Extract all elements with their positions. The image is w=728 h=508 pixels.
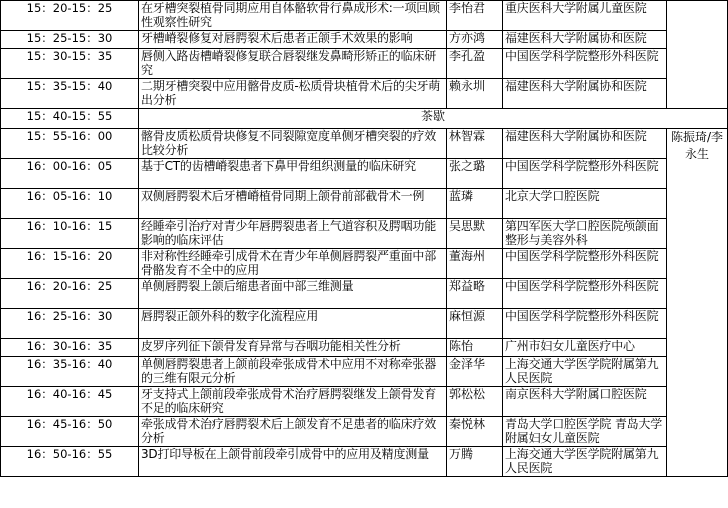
time-slot: 16：40-16：45: [1, 387, 139, 417]
institution: 中国医学科学院整形外科医院: [503, 249, 667, 279]
institution: 上海交通大学医学院附属第九人民医院: [503, 447, 667, 477]
speaker-name: 郑益略: [447, 279, 503, 309]
speaker-name: 陈怡: [447, 339, 503, 357]
speaker-name: 吴思默: [447, 219, 503, 249]
institution: 上海交通大学医学院附属第九人民医院: [503, 357, 667, 387]
time-slot: 15：25-15：30: [1, 31, 139, 49]
institution: 福建医科大学附属协和医院: [503, 129, 667, 159]
speaker-name: 李孔盈: [447, 49, 503, 79]
time-slot: 16：45-16：50: [1, 417, 139, 447]
speaker-name: 郭松松: [447, 387, 503, 417]
table-row: [1, 219, 728, 249]
table-row: [1, 309, 728, 339]
presentation-title: 牵张成骨术治疗唇腭裂术后上颌发育不足患者的临床疗效分析: [139, 417, 447, 447]
speaker-name: 张之璐: [447, 159, 503, 189]
table-row: [1, 249, 728, 279]
institution: 重庆医科大学附属儿童医院: [503, 1, 667, 31]
table-row: [1, 357, 728, 387]
table-row-break: [1, 109, 728, 129]
presentation-title: 牙支持式上颌前段牵张成骨术治疗唇腭裂继发上颌骨发育不足的临床研究: [139, 387, 447, 417]
chair-cell-top: [667, 1, 728, 109]
presentation-title: 在牙槽突裂植骨同期应用自体骼软骨行鼻成形术:一项回顾性观察性研究: [139, 1, 447, 31]
presentation-title: 单侧唇腭裂上颌后缩患者面中部三维测量: [139, 279, 447, 309]
institution: 福建医科大学附属协和医院: [503, 31, 667, 49]
speaker-name: 赖永圳: [447, 79, 503, 109]
time-slot: 15：20-15：25: [1, 1, 139, 31]
time-slot: 15：55-16：00: [1, 129, 139, 159]
time-slot: 16：35-16：40: [1, 357, 139, 387]
session-chair: 陈振琦/李永生: [667, 129, 728, 477]
time-slot: 15：30-15：35: [1, 49, 139, 79]
institution: 福建医科大学附属协和医院: [503, 79, 667, 109]
speaker-name: 董海州: [447, 249, 503, 279]
table-row: [1, 417, 728, 447]
table-row: [1, 79, 728, 109]
speaker-name: 蓝璘: [447, 189, 503, 219]
table-row: [1, 447, 728, 477]
presentation-title: 牙槽嵴裂修复对唇腭裂术后患者正颌手术效果的影响: [139, 31, 447, 49]
time-slot: 16：00-16：05: [1, 159, 139, 189]
speaker-name: 方亦鸿: [447, 31, 503, 49]
table-row: [1, 129, 728, 159]
speaker-name: 万腾: [447, 447, 503, 477]
institution: 青岛大学口腔医学院 青岛大学附属妇女儿童医院: [503, 417, 667, 447]
table-row: [1, 279, 728, 309]
institution: 中国医学科学院整形外科医院: [503, 309, 667, 339]
presentation-title: 基于CT的齿槽嵴裂患者下鼻甲骨组织测量的临床研究: [139, 159, 447, 189]
table-row: [1, 31, 728, 49]
speaker-name: 林智霖: [447, 129, 503, 159]
presentation-title: 单侧唇腭裂患者上颌前段牵张成骨术中应用不对称牵张器的三维有限元分析: [139, 357, 447, 387]
time-slot: 15：40-15：55: [1, 109, 139, 129]
presentation-title: 3D打印导板在上颌骨前段牵引成骨中的应用及精度测量: [139, 447, 447, 477]
institution: 南京医科大学附属口腔医院: [503, 387, 667, 417]
table-row: [1, 387, 728, 417]
time-slot: 16：25-16：30: [1, 309, 139, 339]
time-slot: 15：35-15：40: [1, 79, 139, 109]
table-row: [1, 159, 728, 189]
time-slot: 16：20-16：25: [1, 279, 139, 309]
speaker-name: 金泽华: [447, 357, 503, 387]
institution: 广州市妇女儿童医疗中心: [503, 339, 667, 357]
time-slot: 16：05-16：10: [1, 189, 139, 219]
presentation-title: 唇腭裂正颌外科的数字化流程应用: [139, 309, 447, 339]
institution: 中国医学科学院整形外科医院: [503, 49, 667, 79]
table-row: [1, 49, 728, 79]
institution: 第四军医大学口腔医院颅颌面整形与美容外科: [503, 219, 667, 249]
table-row: [1, 189, 728, 219]
time-slot: 16：10-16：15: [1, 219, 139, 249]
presentation-title: 唇侧入路齿槽嵴裂修复联合唇裂继发鼻畸形矫正的临床研究: [139, 49, 447, 79]
tea-break-label: 茶歇: [139, 109, 728, 129]
institution: 中国医学科学院整形外科医院: [503, 279, 667, 309]
presentation-title: 经睡牵引治疗对青少年唇腭裂患者上气道容积及腭咽功能影响的临床评估: [139, 219, 447, 249]
presentation-title: 双侧唇腭裂术后牙槽嵴植骨同期上颌骨前部截骨术一例: [139, 189, 447, 219]
table-row: [1, 1, 728, 31]
speaker-name: 李怡君: [447, 1, 503, 31]
time-slot: 16：30-16：35: [1, 339, 139, 357]
table-row: [1, 339, 728, 357]
institution: 中国医学科学院整形外科医院: [503, 159, 667, 189]
presentation-title: 二期牙槽突裂中应用髂骨皮质-松质骨块植骨术后的尖牙萌出分析: [139, 79, 447, 109]
speaker-name: 秦悦林: [447, 417, 503, 447]
time-slot: 16：15-16：20: [1, 249, 139, 279]
presentation-title: 皮罗序列征下颌骨发育异常与吞咽功能相关性分析: [139, 339, 447, 357]
presentation-title: 髂骨皮质松质骨块修复不同裂隙宽度单侧牙槽突裂的疗效比较分析: [139, 129, 447, 159]
presentation-title: 非对称性经睡牵引成骨术在青少年单侧唇腭裂严重面中部骨骼发育不全中的应用: [139, 249, 447, 279]
time-slot: 16：50-16：55: [1, 447, 139, 477]
speaker-name: 麻恒源: [447, 309, 503, 339]
institution: 北京大学口腔医院: [503, 189, 667, 219]
